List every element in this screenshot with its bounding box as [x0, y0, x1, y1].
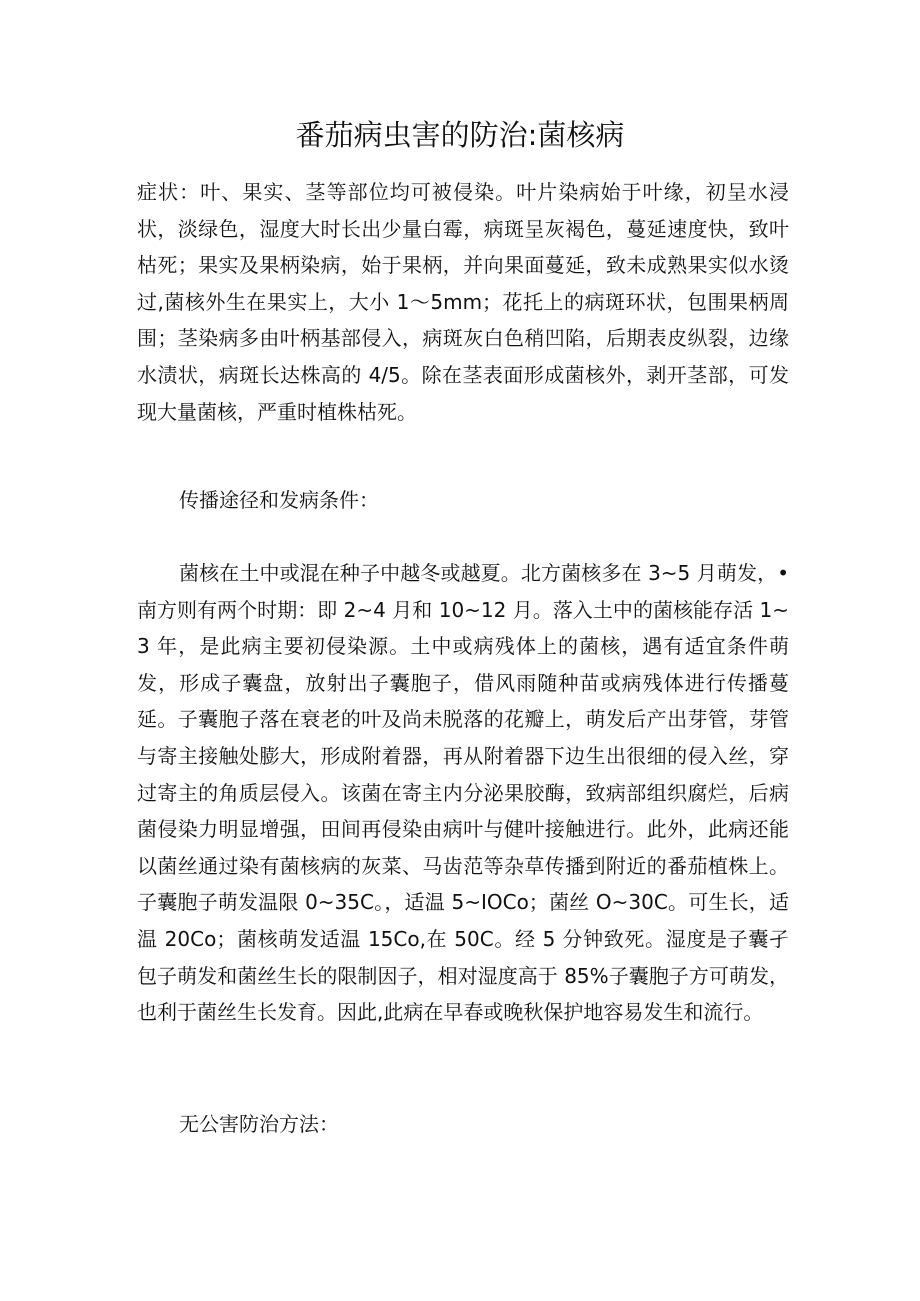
- prevention-heading: 无公害防治方法：: [179, 1112, 339, 1136]
- symptoms-paragraph: 症状：叶、果实、茎等部位均可被侵染。叶片染病始于叶缘，初呈水浸状，淡绿色，湿度大时长出少量白霉，病斑呈灰褐色，蔓延速度快，致叶枯死；果实及果柄染病，始于果柄，并向果面蔓延，致未成熟果实似水烫过,菌核外生在果实上，大小 1〜5mm；花托上的病斑环状，包围果柄周围；茎染病多由叶柄基部侵入，病斑灰白色稍凹陷，后期表皮纵裂，边缘水渍状，病斑长达株高的 4/5。除在茎表面形成菌核外，剥开茎部，可发现大量菌核，严重时植株枯死。: [137, 180, 789, 424]
- document-title: 番茄病虫害的防治:菌核病: [295, 118, 625, 152]
- transmission-paragraph: 菌核在土中或混在种子中越冬或越夏。北方菌核多在 3~5 月萌发，•南方则有两个时期：即 2~4 月和 10~12 月。落入土中的菌核能存活 1~3 年，是此病主要初侵染源。土中或病残体上的菌核，遇有适宜条件萌发，形成子囊盘，放射出子囊胞子，借风雨随种苗或病残体进行传播蔓延。子囊胞子落在衰老的叶及尚未脱落的花瓣上，萌发后产出芽管，芽管与寄主接触处膨大，形成附着器，再从附着器下边生出很细的侵入丝，穿过寄主的角质层侵入。该菌在寄主内分泌果胶酶，致病部组织腐烂，后病菌侵染力明显增强，田间再侵染由病叶与健叶接触进行。此外，此病还能以菌丝通过染有菌核病的灰菜、马齿范等杂草传播到附近的番茄植株上。子囊胞子萌发温限 0~35C。，适温 5~IOCo；菌丝 O~30C。可生长，适温 20Co；菌核萌发适温 15Co,在 50C。经 5 分钟致死。湿度是子囊孑包子萌发和菌丝生长的限制因子，相对湿度高于 85%子囊胞子方可萌发，也利于菌丝生长发育。因此,此病在早春或晚秋保护地容易发生和流行。: [137, 561, 789, 1025]
- transmission-heading: 传播途径和发病条件：: [179, 488, 379, 512]
